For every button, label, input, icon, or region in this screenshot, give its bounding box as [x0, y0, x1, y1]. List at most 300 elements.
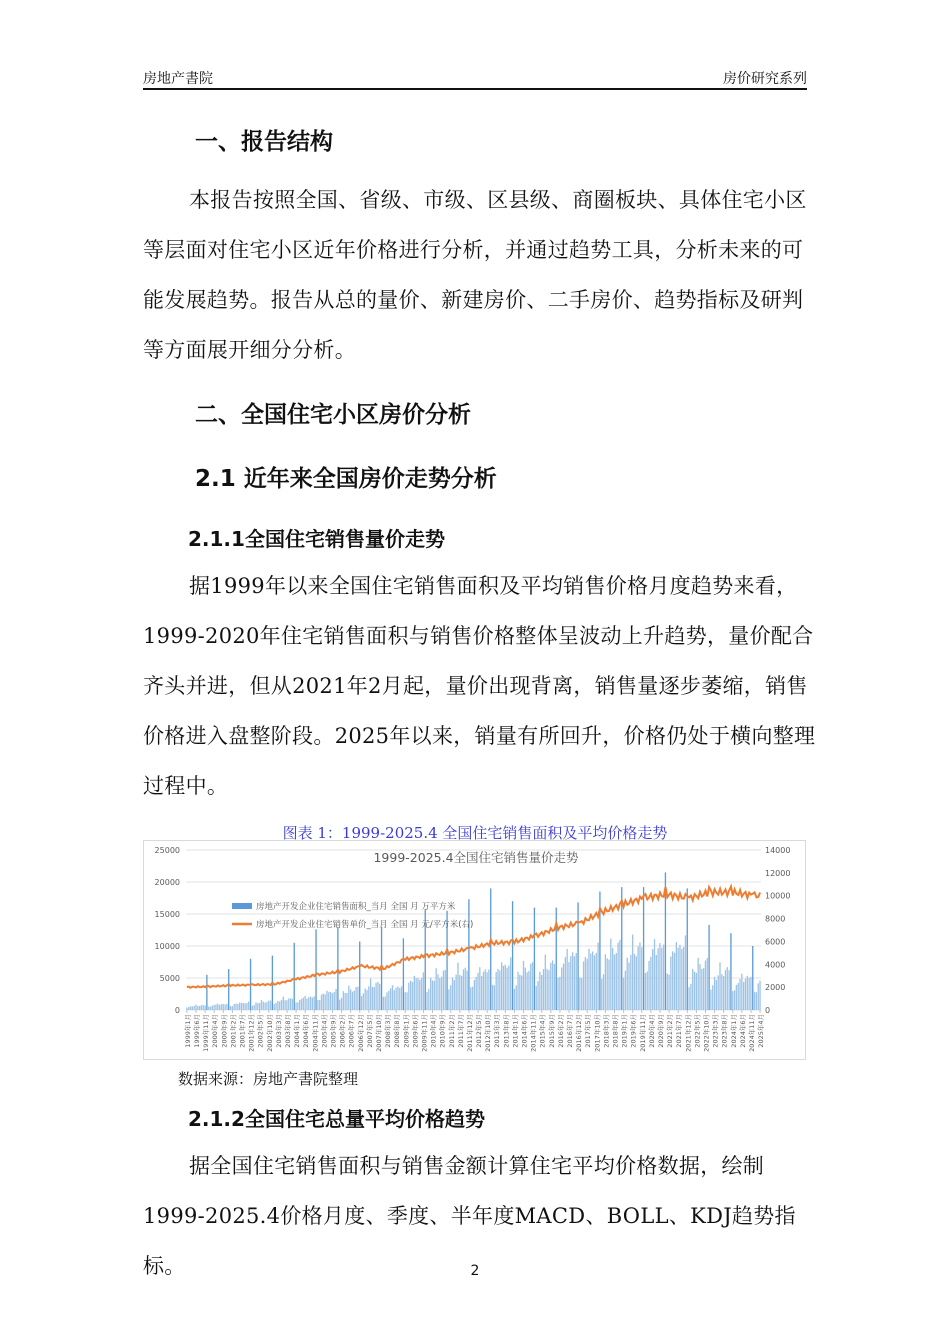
area-bar	[677, 948, 678, 1010]
area-bar	[326, 991, 327, 1010]
area-bar	[659, 943, 660, 1010]
area-bar	[637, 946, 638, 1010]
area-bar	[476, 977, 477, 1010]
area-bar	[718, 975, 719, 1010]
area-bar	[426, 992, 427, 1010]
area-bar	[241, 1003, 242, 1010]
x-axis-tick: 2025年4月	[757, 1014, 766, 1048]
area-bar	[303, 998, 304, 1010]
x-axis-tick: 2015年9月	[547, 1014, 556, 1048]
sales-volume-price-chart	[143, 840, 806, 1060]
area-bar	[710, 990, 711, 1010]
x-axis-tick: 2019年1月	[620, 1014, 629, 1048]
area-bar	[199, 1006, 200, 1010]
x-axis-tick: 2024年11月	[747, 1014, 756, 1052]
area-bar	[355, 987, 356, 1010]
area-bar	[625, 971, 626, 1010]
x-axis-tick: 2015年4月	[538, 1014, 547, 1048]
area-bar	[474, 980, 475, 1010]
area-bar	[290, 998, 291, 1010]
area-bar	[725, 970, 726, 1010]
area-bar	[244, 1003, 245, 1010]
area-bar	[674, 953, 675, 1010]
section-2-1-2-paragraph: 据全国住宅销售面积与销售金额计算住宅平均价格数据，绘制1999-2025.4价格月度、季度、半年度MACD、BOLL、KDJ趋势指标。	[143, 1154, 796, 1278]
area-bar	[461, 976, 462, 1010]
area-bar	[279, 1001, 280, 1010]
area-bar	[570, 956, 571, 1010]
area-bar	[754, 992, 755, 1010]
area-bar	[514, 989, 515, 1010]
area-bar	[685, 935, 686, 1010]
figure-source: 数据来源：房地产書院整理	[178, 1070, 359, 1088]
area-bar	[730, 933, 731, 1010]
area-bar	[397, 986, 398, 1010]
area-bar	[667, 974, 668, 1010]
area-bar	[346, 993, 347, 1010]
area-bar	[456, 975, 457, 1010]
x-axis-tick: 2000年4月	[211, 1014, 220, 1048]
area-bar	[512, 901, 513, 1010]
area-bar	[616, 953, 617, 1010]
area-bar	[248, 1002, 249, 1010]
area-bar	[683, 947, 684, 1010]
section-2-title: 二、全国住宅小区房价分析	[195, 402, 471, 428]
area-bar	[375, 983, 376, 1010]
area-bar	[503, 966, 504, 1010]
area-bar	[212, 1005, 213, 1010]
x-axis-tick: 2010年9月	[438, 1014, 447, 1048]
right-axis-tick: 6000	[765, 937, 786, 947]
x-axis-tick: 2014年1月	[511, 1014, 520, 1048]
area-bar	[268, 1001, 269, 1010]
area-bar	[758, 983, 759, 1010]
area-bar	[239, 1002, 240, 1010]
area-bar	[619, 940, 620, 1010]
area-bar	[359, 942, 360, 1010]
area-bar	[485, 969, 486, 1010]
area-bar	[668, 975, 669, 1010]
area-bar	[676, 942, 677, 1010]
area-bar	[679, 945, 680, 1010]
area-bar	[283, 997, 284, 1010]
area-bar	[257, 1003, 258, 1010]
area-bar	[581, 978, 582, 1010]
x-axis-tick: 2017年10月	[593, 1014, 602, 1052]
header-right: 房价研究系列	[723, 71, 807, 87]
area-bar	[492, 985, 493, 1010]
area-bar	[608, 960, 609, 1010]
area-bar	[594, 955, 595, 1010]
area-bar	[587, 959, 588, 1010]
area-bar	[477, 973, 478, 1010]
area-bar	[490, 888, 491, 1010]
area-bar	[443, 971, 444, 1010]
area-bar	[499, 970, 500, 1010]
area-bar	[652, 949, 653, 1010]
area-bar	[745, 979, 746, 1010]
legend-label-price: 房地产开发企业住宅销售单价_当月 全国 月 元/平方米(右)	[256, 920, 474, 930]
chart-title: 1999-2025.4全国住宅销售量价走势	[373, 850, 579, 865]
area-bar	[699, 964, 700, 1010]
area-bar	[568, 962, 569, 1010]
area-bar	[323, 994, 324, 1010]
right-axis-tick: 12000	[765, 868, 791, 878]
area-bar	[534, 908, 535, 1010]
x-axis-tick: 2020年9月	[657, 1014, 666, 1048]
area-bar	[345, 993, 346, 1010]
area-bar	[292, 999, 293, 1010]
x-axis-tick: 2006年12月	[356, 1014, 365, 1052]
area-bar	[505, 965, 506, 1010]
area-bar	[486, 972, 487, 1010]
area-bar	[390, 988, 391, 1010]
area-bar	[415, 978, 416, 1010]
area-bar	[525, 968, 526, 1010]
area-bar	[585, 957, 586, 1010]
x-axis-tick: 2020年4月	[647, 1014, 656, 1048]
area-bar	[361, 996, 362, 1010]
area-bar	[728, 970, 729, 1010]
area-bar	[654, 939, 655, 1010]
area-bar	[403, 938, 404, 1010]
area-bar	[696, 973, 697, 1010]
area-bar	[672, 951, 673, 1010]
area-bar	[452, 977, 453, 1010]
area-bar	[435, 968, 436, 1010]
area-bar	[561, 967, 562, 1010]
area-bar	[450, 985, 451, 1010]
area-bar	[721, 974, 722, 1010]
area-bar	[501, 962, 502, 1010]
area-bar	[206, 975, 207, 1010]
area-bar	[557, 978, 558, 1010]
x-axis-tick: 2012年10月	[484, 1014, 493, 1052]
x-axis-tick: 2001年12月	[247, 1014, 256, 1052]
area-bar	[383, 997, 384, 1010]
x-axis-tick: 2019年11月	[638, 1014, 647, 1052]
area-bar	[759, 981, 760, 1010]
x-axis-tick: 2018年8月	[611, 1014, 620, 1048]
area-bar	[281, 1000, 282, 1010]
x-axis-tick: 2004年1月	[293, 1014, 302, 1048]
area-bar	[332, 993, 333, 1010]
area-bar	[463, 969, 464, 1010]
area-bar	[688, 987, 689, 1010]
area-bar	[385, 997, 386, 1010]
area-bar	[254, 1005, 255, 1010]
x-axis-tick: 2007年10月	[374, 1014, 383, 1052]
area-bar	[366, 990, 367, 1010]
area-bar	[636, 956, 637, 1010]
area-bar	[224, 1004, 225, 1010]
left-axis-tick: 0	[174, 1006, 180, 1015]
x-axis-tick: 2002年5月	[256, 1014, 265, 1048]
section-1-paragraph: 本报告按照全国、省级、市级、区县级、商圈板块、具体住宅小区等层面对住宅小区近年价格进行分析，并通过趋势工具，分析未来的可能发展趋势。报告从总的量价、新建房价、二手房价、趋势指标及研判等方面展开细分分析。	[143, 188, 807, 362]
area-bar	[230, 1006, 231, 1010]
section-2-1-2-title: 2.1.2全国住宅总量平均价格趋势	[188, 1107, 485, 1131]
area-bar	[228, 969, 229, 1010]
area-bar	[430, 978, 431, 1010]
area-bar	[738, 983, 739, 1010]
area-bar	[521, 975, 522, 1010]
area-bar	[634, 954, 635, 1010]
area-bar	[610, 939, 611, 1010]
area-bar	[559, 977, 560, 1010]
area-bar	[339, 1000, 340, 1010]
area-bar	[483, 972, 484, 1010]
area-bar	[601, 979, 602, 1010]
area-bar	[188, 1007, 189, 1010]
area-bar	[630, 955, 631, 1010]
area-bar	[314, 996, 315, 1010]
area-bar	[368, 986, 369, 1010]
area-bar	[454, 980, 455, 1010]
area-bar	[459, 975, 460, 1010]
area-bar	[274, 1004, 275, 1010]
right-axis-tick: 10000	[765, 891, 791, 901]
area-bar	[670, 956, 671, 1010]
area-bar	[719, 962, 720, 1010]
area-bar	[532, 962, 533, 1010]
area-bar	[579, 977, 580, 1010]
area-bar	[343, 991, 344, 1010]
area-bar	[596, 953, 597, 1010]
area-bar	[734, 990, 735, 1010]
area-bar	[330, 992, 331, 1010]
area-bar	[284, 1000, 285, 1010]
area-bar	[508, 965, 509, 1010]
area-bar	[386, 992, 387, 1010]
area-bar	[428, 989, 429, 1010]
area-bar	[192, 1006, 193, 1010]
area-bar	[392, 985, 393, 1010]
area-bar	[399, 988, 400, 1010]
x-axis-tick: 2016年7月	[566, 1014, 575, 1048]
area-bar	[743, 982, 744, 1010]
area-bar	[321, 995, 322, 1010]
x-axis-tick: 2013年3月	[493, 1014, 502, 1048]
area-bar	[543, 969, 544, 1010]
area-bar	[408, 983, 409, 1010]
area-bar	[208, 1007, 209, 1010]
area-bar	[732, 991, 733, 1010]
area-bar	[496, 972, 497, 1010]
x-axis-tick: 2004年6月	[302, 1014, 311, 1048]
area-bar	[357, 987, 358, 1010]
area-bar	[372, 987, 373, 1010]
x-axis-tick: 2023年3月	[711, 1014, 720, 1048]
area-bar	[481, 976, 482, 1010]
area-bar	[468, 899, 469, 1010]
area-bar	[470, 987, 471, 1010]
x-axis-tick: 2024年1月	[729, 1014, 738, 1048]
area-bar	[563, 964, 564, 1010]
area-bar	[752, 946, 753, 1010]
area-bar	[235, 1004, 236, 1010]
area-bar	[690, 984, 691, 1010]
area-bar	[221, 1004, 222, 1010]
section-2-1-title: 2.1 近年来全国房价走势分析	[195, 466, 497, 492]
header-left: 房地产書院	[143, 71, 213, 87]
area-bar	[628, 962, 629, 1010]
area-bar	[603, 974, 604, 1010]
legend-label-area: 房地产开发企业住宅销售面积_当月 全国 月 万平方米	[256, 902, 456, 912]
x-axis-tick: 2011年2月	[447, 1014, 456, 1048]
x-axis-tick: 2016年2月	[556, 1014, 565, 1048]
area-bar	[288, 998, 289, 1010]
area-bar	[681, 949, 682, 1010]
area-bar	[517, 972, 518, 1010]
left-axis-tick: 20000	[154, 878, 180, 887]
area-bar	[264, 1003, 265, 1010]
area-bar	[692, 969, 693, 1010]
area-bar	[379, 984, 380, 1010]
area-bar	[190, 1006, 191, 1010]
area-bar	[204, 1005, 205, 1010]
area-bar	[352, 992, 353, 1010]
area-bar	[572, 952, 573, 1010]
area-bar	[310, 997, 311, 1010]
chart-svg	[144, 841, 805, 1059]
area-bar	[597, 943, 598, 1010]
x-axis-tick: 2006年7月	[347, 1014, 356, 1048]
area-bar	[261, 1000, 262, 1010]
area-bar	[708, 925, 709, 1010]
area-bar	[698, 958, 699, 1010]
area-bar	[567, 949, 568, 1010]
area-bar	[576, 953, 577, 1010]
x-axis-tick: 2009年1月	[402, 1014, 411, 1048]
area-bar	[210, 1007, 211, 1010]
area-bar	[472, 987, 473, 1010]
x-axis-tick: 2022年10月	[702, 1014, 711, 1052]
area-bar	[308, 997, 309, 1010]
area-bar	[266, 1002, 267, 1010]
area-bar	[324, 994, 325, 1010]
area-bar	[423, 972, 424, 1010]
area-bar	[234, 1004, 235, 1010]
x-axis-tick: 2018年3月	[602, 1014, 611, 1048]
area-bar	[523, 961, 524, 1010]
area-bar	[650, 957, 651, 1010]
area-bar	[335, 989, 336, 1010]
x-axis-tick: 2019年6月	[629, 1014, 638, 1048]
area-bar	[406, 992, 407, 1010]
page-number: 2	[470, 1263, 480, 1279]
area-bar	[432, 980, 433, 1010]
area-bar	[237, 1004, 238, 1010]
x-axis-tick: 2005年4月	[320, 1014, 329, 1048]
area-bar	[592, 952, 593, 1010]
x-axis-tick: 2001年2月	[229, 1014, 238, 1048]
x-axis-tick: 2012年5月	[475, 1014, 484, 1048]
area-bar	[377, 982, 378, 1010]
area-bar	[546, 969, 547, 1010]
area-bar	[410, 981, 411, 1010]
area-bar	[641, 947, 642, 1010]
area-bar	[528, 971, 529, 1010]
area-bar	[226, 1004, 227, 1010]
left-axis-tick: 25000	[154, 846, 180, 855]
area-bar	[445, 970, 446, 1010]
area-bar	[243, 1003, 244, 1010]
area-bar	[286, 1000, 287, 1010]
area-bar	[328, 992, 329, 1010]
x-axis-tick: 2008年3月	[384, 1014, 393, 1048]
area-bar	[354, 991, 355, 1010]
area-bar	[304, 996, 305, 1010]
area-bar	[657, 948, 658, 1010]
area-bar	[223, 1004, 224, 1010]
area-bar	[350, 989, 351, 1010]
right-axis-tick: 8000	[765, 914, 786, 924]
area-bar	[506, 968, 507, 1010]
area-bar	[590, 954, 591, 1010]
x-axis-tick: 2009年11月	[420, 1014, 429, 1052]
area-bar	[656, 955, 657, 1010]
area-bar	[627, 958, 628, 1010]
area-bar	[541, 975, 542, 1010]
area-bar	[457, 963, 458, 1010]
x-axis-tick: 2004年11月	[311, 1014, 320, 1052]
left-axis-tick: 10000	[154, 942, 180, 951]
area-bar	[439, 978, 440, 1010]
area-bar	[614, 955, 615, 1010]
area-bar	[707, 958, 708, 1010]
header-divider	[143, 88, 807, 90]
area-bar	[417, 978, 418, 1010]
x-axis-tick: 1999年6月	[193, 1014, 202, 1048]
area-bar	[741, 974, 742, 1010]
area-bar	[605, 954, 606, 1010]
area-bar	[488, 970, 489, 1010]
area-bar	[434, 981, 435, 1010]
x-axis-tick: 2024年6月	[738, 1014, 747, 1048]
area-bar	[617, 943, 618, 1010]
area-bar	[466, 971, 467, 1010]
area-bar	[394, 990, 395, 1010]
figure-caption: 图表 1：1999-2025.4 全国住宅销售面积及平均价格走势	[282, 824, 668, 842]
area-bar	[632, 935, 633, 1010]
area-bar	[299, 1000, 300, 1010]
area-bar	[388, 991, 389, 1010]
area-bar	[437, 974, 438, 1010]
x-axis-tick: 2001年7月	[238, 1014, 247, 1048]
x-axis-tick: 2003年8月	[283, 1014, 292, 1048]
x-axis-tick: 2003年3月	[274, 1014, 283, 1048]
x-axis-tick: 1999年11月	[202, 1014, 211, 1052]
area-bar	[694, 972, 695, 1010]
area-bar	[412, 982, 413, 1010]
area-bar	[648, 961, 649, 1010]
area-bar	[723, 976, 724, 1010]
area-bar	[705, 961, 706, 1010]
section-2-1-1-paragraph: 据1999年以来全国住宅销售面积及平均销售价格月度趋势来看，1999-2020年住宅销售面积与销售价格整体呈波动上升趋势，量价配合齐头并进，但从2021年2月起，量价出现背离，销售量逐步萎缩，销售价格进入盘整阶段。2025年以来，销量有所回升，价格仍处于横向整理过程中。	[143, 574, 816, 798]
area-bar	[405, 992, 406, 1010]
area-bar	[574, 956, 575, 1010]
area-bar	[419, 980, 420, 1010]
right-axis-tick: 0	[765, 1006, 771, 1015]
x-axis-tick: 2014年11月	[529, 1014, 538, 1052]
area-bar	[607, 958, 608, 1010]
area-bar	[663, 945, 664, 1010]
x-axis-tick: 2013年8月	[502, 1014, 511, 1048]
area-bar	[736, 985, 737, 1010]
area-bar	[537, 981, 538, 1010]
area-bar	[750, 977, 751, 1010]
area-bar	[612, 948, 613, 1010]
x-axis-tick: 2008年8月	[393, 1014, 402, 1048]
